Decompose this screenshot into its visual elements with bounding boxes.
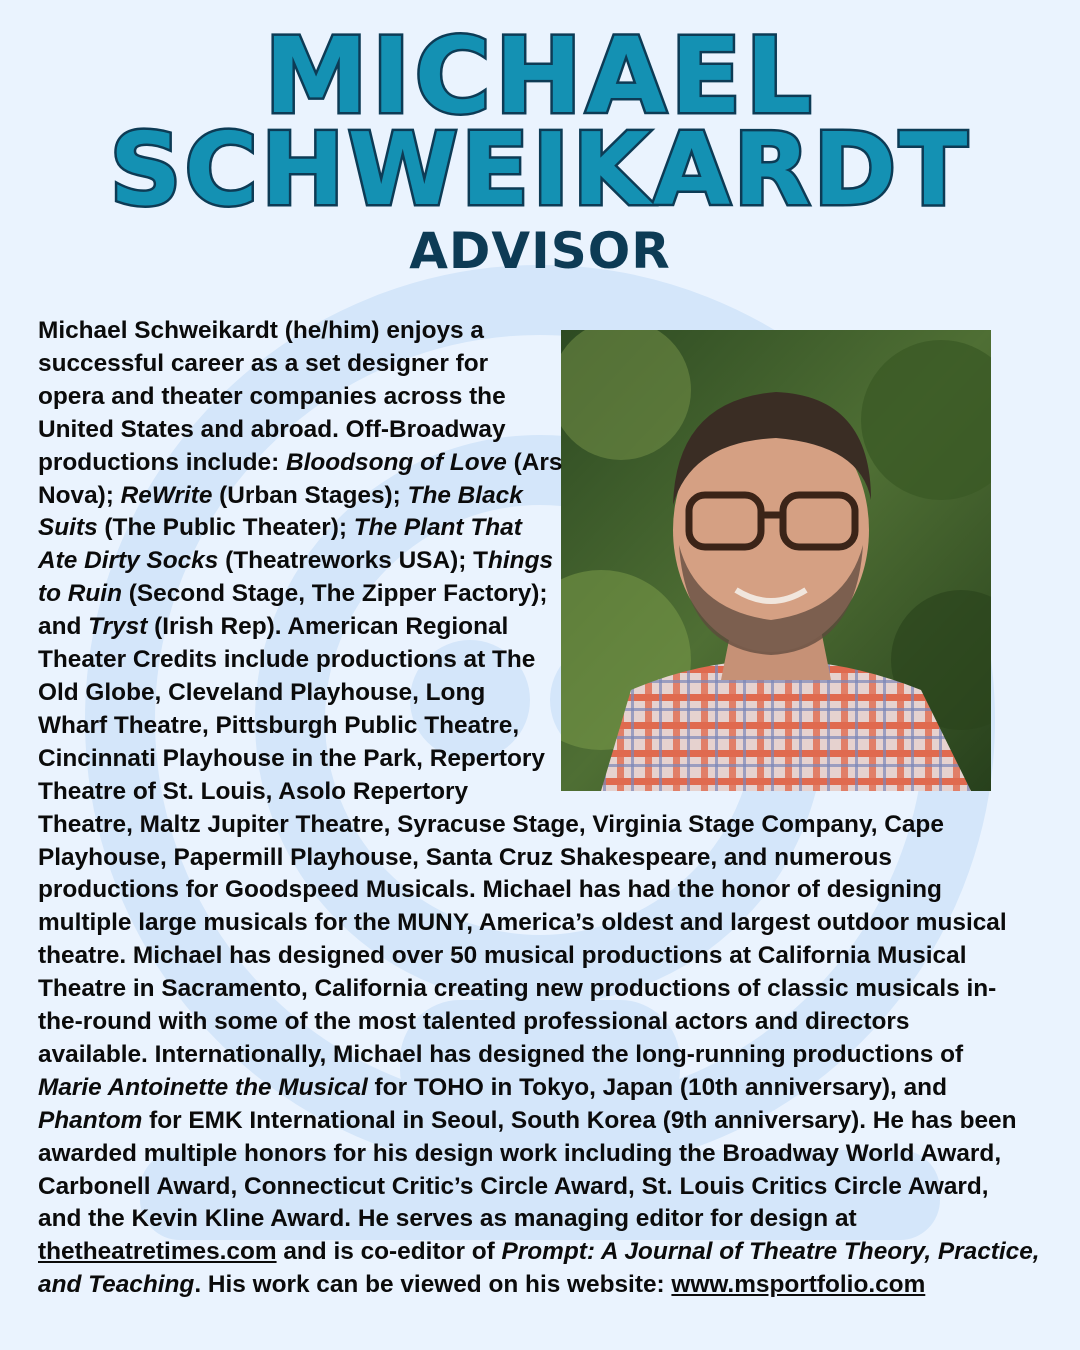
italic-title-text: Ate Dirty Socks — [38, 547, 219, 575]
bio-text-segment: awarded multiple honors for his design work including the Broadway World Award, — [38, 1139, 1002, 1167]
bio-text-segment: and the Kevin Kline Award. He serves as managing editor for design at — [38, 1205, 857, 1233]
bio-text-segment: productions for Goodspeed Musicals. Michael has had the honor of designing — [38, 876, 942, 904]
bio-text-segment: Cincinnati Playhouse in the Park, Repertory — [38, 744, 545, 772]
italic-title-text: The Plant That — [353, 514, 522, 542]
bio-text-segment: Carbonell Award, Connecticut Critic’s Circle Award, St. Louis Critics Circle Award, — [38, 1172, 989, 1200]
bio-text-segment: for EMK International in Seoul, South Korea (9th anniversary). He has been — [142, 1106, 1017, 1134]
bio-line — [38, 447, 1038, 480]
bio-text-segment: theatre. Michael has designed over 50 musical productions at California Musical — [38, 942, 967, 970]
bio-text-segment: multiple large musicals for the MUNY, America’s oldest and largest outdoor musical — [38, 909, 1007, 937]
bio-line — [38, 578, 1038, 611]
bio-text-segment: (Ars — [506, 448, 563, 476]
bio-text-segment: Michael Schweikardt (he/him) enjoys a — [38, 317, 484, 344]
bio-text-segment: (Second Stage, The Zipper Factory); — [122, 580, 548, 608]
bio-line — [38, 743, 1038, 776]
bio-line — [38, 611, 1038, 644]
bio-line — [38, 710, 1038, 743]
bio-line — [38, 1203, 1038, 1236]
bio-text-segment: Old Globe, Cleveland Playhouse, Long — [38, 678, 486, 706]
bio-line — [38, 1138, 1038, 1171]
bio-line — [38, 381, 1038, 414]
italic-title-text: hings — [488, 547, 554, 575]
bio-line — [38, 1039, 1038, 1072]
italic-title-text: Marie Antoinette the Musical — [38, 1073, 368, 1101]
bio-line — [38, 348, 1038, 381]
italic-title-text: The Black — [407, 481, 523, 509]
bio-line — [38, 776, 1038, 809]
bio-text-segment: Nova); — [38, 481, 121, 509]
bio-text-segment: Theater Credits include productions at The — [38, 646, 536, 674]
bio-line — [38, 874, 1038, 907]
bio-text-segment: Playhouse, Papermill Playhouse, Santa Cruz Shakespeare, and numerous — [38, 843, 892, 871]
bio-text-segment: (The Public Theater); — [97, 514, 354, 542]
italic-title-text: Prompt: A Journal of Theatre Theory, Practice, — [501, 1238, 1040, 1266]
bio-text-segment: and — [38, 613, 89, 641]
bio-text-segment: Theatre, Maltz Jupiter Theatre, Syracuse Stage, Virginia Stage Company, Cape — [38, 810, 944, 838]
italic-title-text: Bloodsong of Love — [285, 448, 507, 476]
bio-line — [38, 545, 1038, 578]
bio-line — [38, 973, 1038, 1006]
bio-line — [38, 1105, 1038, 1138]
website-link[interactable]: www.msportfolio.com — [671, 1271, 926, 1299]
bio-line — [38, 315, 1038, 348]
bio-line — [38, 1269, 1038, 1302]
bio-line — [38, 1006, 1038, 1039]
bio-text — [38, 315, 1038, 1302]
role-subtitle: ADVISOR — [409, 222, 671, 280]
bio-text-segment: productions include: — [38, 448, 286, 476]
bio-line — [38, 1171, 1038, 1204]
bio-text-segment: Wharf Theatre, Pittsburgh Public Theatre, — [38, 711, 520, 739]
website-link[interactable]: thetheatretimes.com — [38, 1238, 277, 1266]
italic-title-text: ReWrite — [120, 481, 213, 509]
bio-line — [38, 842, 1038, 875]
bio-line — [38, 414, 1038, 447]
bio-text-segment: (Irish Rep). American Regional — [147, 613, 509, 641]
bio-line — [38, 512, 1038, 545]
bio-text-segment: for TOHO in Tokyo, Japan (10th anniversary), and — [367, 1073, 947, 1101]
bio-text-segment: the-round with some of the most talented professional actors and directors — [38, 1008, 910, 1036]
bio-text-segment: (Urban Stages); — [212, 481, 408, 509]
last-name-heading: SCHWEIKARDT — [109, 111, 971, 228]
bio-line — [38, 809, 1038, 842]
bio-text-segment: successful career as a set designer for — [38, 349, 489, 377]
bio-line — [38, 644, 1038, 677]
bio-text-segment: (Theatreworks USA); T — [218, 547, 488, 575]
bio-text-segment: opera and theater companies across the — [38, 382, 506, 410]
italic-title-text: and Teaching — [38, 1271, 195, 1299]
bio-line — [38, 1072, 1038, 1105]
bio-text-segment: . His work can be viewed on his website: — [194, 1271, 672, 1299]
italic-title-text: Phantom — [38, 1106, 143, 1134]
italic-title-text: Tryst — [88, 613, 148, 641]
bio-line — [38, 677, 1038, 710]
bio-text-segment: and is co-editor of — [276, 1238, 502, 1266]
bio-text-segment: United States and abroad. Off-Broadway — [38, 415, 506, 443]
bio-text-segment: Theatre of St. Louis, Asolo Repertory — [38, 777, 469, 805]
bio-line — [38, 907, 1038, 940]
bio-line — [38, 1236, 1038, 1269]
italic-title-text: Suits — [38, 514, 98, 542]
italic-title-text: to Ruin — [38, 580, 122, 608]
first-name-heading: MICHAEL — [264, 15, 816, 137]
bio-text-segment: Theatre in Sacramento, California creating new productions of classic musicals in- — [38, 975, 997, 1003]
bio-line — [38, 480, 1038, 513]
bio-line — [38, 940, 1038, 973]
bio-text-segment: available. Internationally, Michael has designed the long-running productions of — [38, 1040, 964, 1068]
